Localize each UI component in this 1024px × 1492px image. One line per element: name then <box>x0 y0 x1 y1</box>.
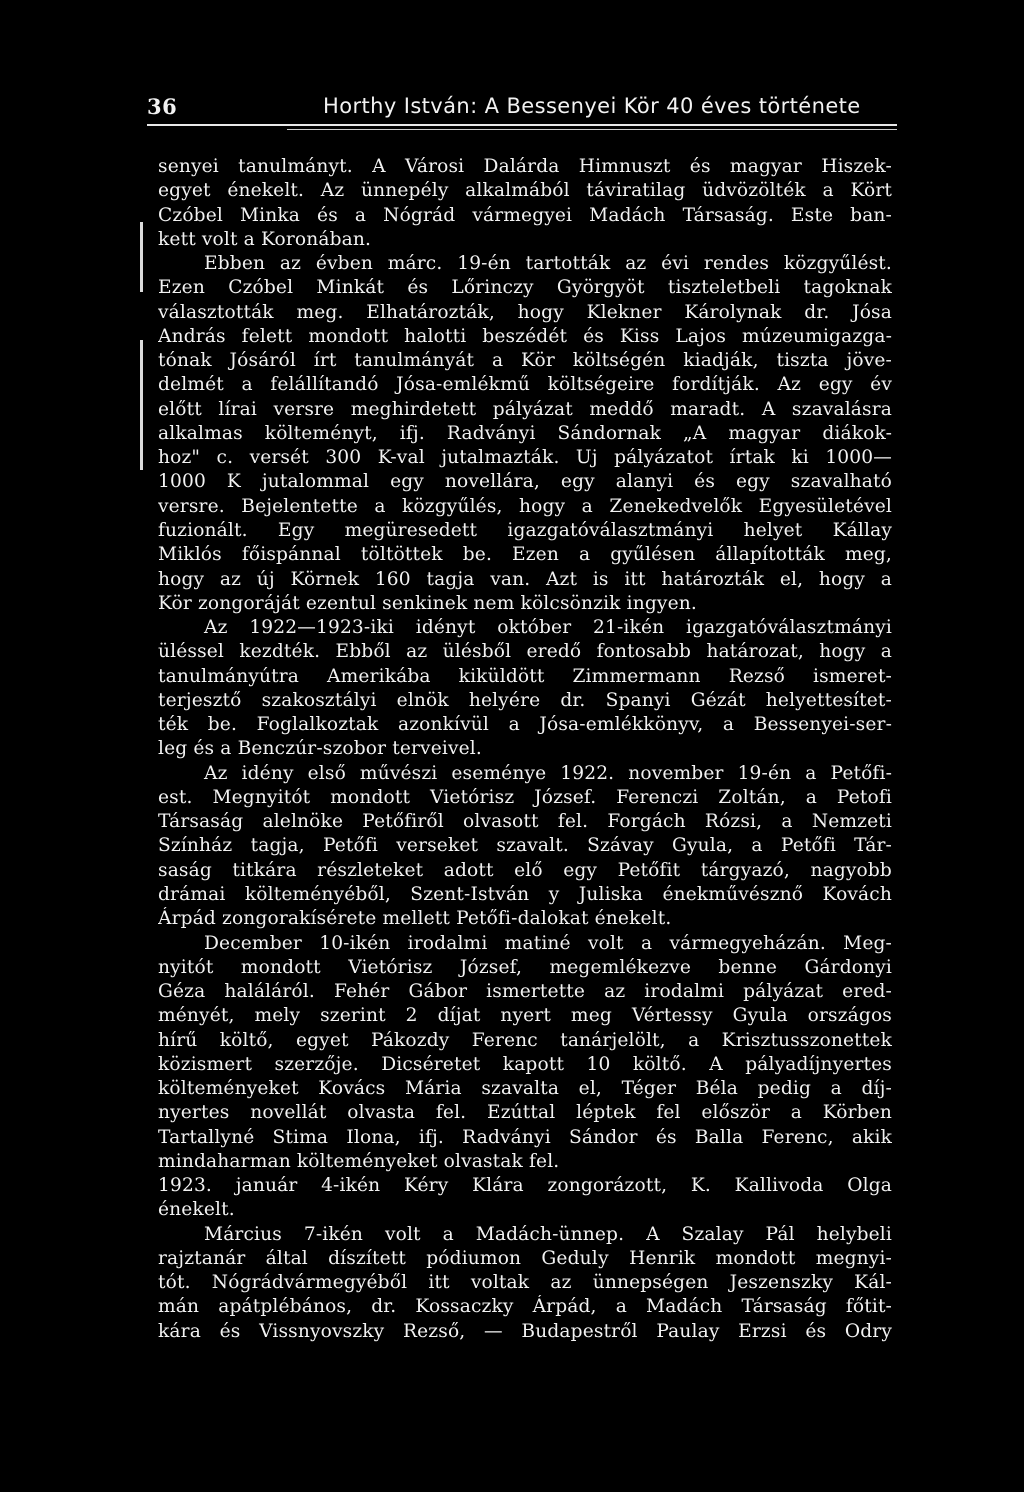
text-line: December 10-ikén irodalmi matiné volt a vármegyeházán. Meg- <box>204 932 892 954</box>
text-line: Ezen Czóbel Minkát és Lőrinczy Györgyöt tiszteletbeli tagoknak <box>158 277 892 299</box>
page-header <box>147 94 897 126</box>
header-rule <box>147 124 897 126</box>
text-line: választották meg. Elhatározták, hogy Klekner Károlynak dr. Jósa <box>158 301 892 323</box>
running-title: Horthy István: A Bessenyei Kör 40 éves története <box>323 94 861 118</box>
text-line: nyertes novellát olvasta fel. Ezúttal léptek fel először a Körben <box>158 1102 892 1124</box>
text-line: Czóbel Minka és a Nógrád vármegyei Madách Társaság. Este ban- <box>158 204 892 226</box>
text-line: András felett mondott halotti beszédét és Kiss Lajos múzeumigazga- <box>158 325 892 347</box>
text-line: Géza haláláról. Fehér Gábor ismertette az irodalmi pályázat ered- <box>158 981 892 1003</box>
margin-mark <box>140 222 143 292</box>
text-line: Színház tagja, Petőfi verseket szavalt. Szávay Gyula, a Petőfi Tár- <box>158 835 892 857</box>
text-line: ményét, mely szerint 2 díjat nyert meg Vértessy Gyula országos <box>158 1005 892 1027</box>
text-line: kára és Vissnyovszky Rezső, — Budapestről Paulay Erzsi és Odry <box>158 1320 892 1342</box>
text-line: fuzionált. Egy megüresedett igazgatóválasztmányi helyet Kállay <box>158 519 892 541</box>
text-line: Kör zongoráját ezentul senkinek nem kölcsönzik ingyen. <box>158 592 697 614</box>
page-number: 36 <box>147 94 178 119</box>
text-line: terjesztő szakosztályi elnök helyére dr. Spanyi Gézát helyettesítet- <box>158 689 892 711</box>
text-line: közismert szerzője. Dicséretet kapott 10 költő. A pályadíjnyertes <box>158 1053 892 1075</box>
text-line: ték be. Foglalkoztak azonkívül a Jósa-emlékkönyv, a Bessenyei-ser- <box>158 714 892 736</box>
text-line: est. Megnyitót mondott Vietórisz József. Ferenczi Zoltán, a Petofi <box>158 786 892 808</box>
text-line: hogy az új Körnek 160 tagja van. Azt is itt határozták el, hogy a <box>158 568 892 590</box>
text-line: kett volt a Koronában. <box>158 228 372 250</box>
text-line: mán apátplébános, dr. Kossaczky Árpád, a Madách Társaság főtit- <box>158 1296 892 1318</box>
text-line: Társaság alelnöke Petőfiről olvasott fel. Forgách Rózsi, a Nemzeti <box>158 811 892 833</box>
text-line: leg és a Benczúr-szobor terveivel. <box>158 738 482 760</box>
text-line: Március 7-ikén volt a Madách-ünnep. A Szalay Pál helybeli <box>204 1223 892 1245</box>
text-line: rajztanár által díszített pódiumon Gedulу Henrik mondott megnyi- <box>158 1247 892 1269</box>
text-line: költeményeket Kovács Mária szavalta el, Téger Béla pedig a díj- <box>158 1078 892 1100</box>
text-line: saság titkára részleteket adott elő egy Petőfit tárgyazó, nagyobb <box>158 859 892 881</box>
text-line: delmét a felállítandó Jósa-emlékmű költségeire fordítják. Az egy év <box>158 374 892 396</box>
text-line: hírű költő, egyet Pákozdy Ferenc tanárjelölt, a Krisztusszonettek <box>158 1029 892 1051</box>
text-line: egyet énekelt. Az ünnepély alkalmából táviratilag üdvözölték a Kört <box>158 180 892 202</box>
text-line: hoz" c. versét 300 K-val jutalmazták. Uj pályázatot írtak ki 1000— <box>158 447 892 469</box>
text-line: versre. Bejelentette a közgyűlés, hogy a Zenekedvelők Egyesületével <box>158 495 892 517</box>
text-line: énekelt. <box>158 1199 235 1221</box>
header-rule-secondary <box>287 129 897 130</box>
text-line: Miklós főispánnal töltöttek be. Ezen a gyűlésen állapították meg, <box>158 544 892 566</box>
text-line: Tartallyné Stima Ilona, ifj. Radványi Sándor és Balla Ferenc, akik <box>158 1126 892 1148</box>
text-line: tónak Jósáról írt tanulmányát a Kör költségén kiadják, tiszta jöve- <box>158 350 892 372</box>
text-line: Az 1922—1923-iki idényt október 21-ikén igazgatóválasztmányi <box>204 617 892 639</box>
text-line: mindaharman költeményeket olvastak fel. <box>158 1150 560 1172</box>
text-line: alkalmas költeményt, ifj. Radványi Sándornak „A magyar diákok- <box>158 422 892 444</box>
text-line: tanulmányútra Amerikába kiküldött Zimmermann Rezső ismeret- <box>158 665 892 687</box>
body-text <box>158 155 892 1344</box>
text-line: 1000 K jutalommal egy novellára, egy alanyi és egy szavalható <box>158 471 892 493</box>
text-line: senyei tanulmányt. A Városi Dalárda Himnuszt és magyar Hiszek- <box>158 156 892 177</box>
text-line: üléssel kezdték. Ebből az ülésből eredő fontosabb határozat, hogy a <box>158 641 892 663</box>
text-line: nyitót mondott Vietórisz József, megemlékezve benne Gárdonyi <box>158 956 892 978</box>
text-line: előtt lírai versre meghirdetett pályázat meddő maradt. A szavalásra <box>158 398 892 420</box>
text-line: 1923. január 4-ikén Kéry Klára zongorázott, K. Kallivoda Olga <box>158 1175 892 1197</box>
text-line: drámai költeményéből, Szent-István y Juliska énekművésznő Kovách <box>158 883 892 905</box>
text-line: Ebben az évben márc. 19-én tartották az évi rendes közgyűlést. <box>204 253 892 275</box>
text-line: Árpád zongorakísérete mellett Petőfi-dalokat énekelt. <box>158 908 672 930</box>
margin-mark <box>140 340 143 470</box>
text-line: Az idény első művészi eseménye 1922. november 19-én a Petőfi- <box>204 762 892 784</box>
top-border <box>0 0 1024 6</box>
text-line: tót. Nógrádvármegyéből itt voltak az ünnepségen Jeszenszky Kál- <box>158 1272 892 1294</box>
